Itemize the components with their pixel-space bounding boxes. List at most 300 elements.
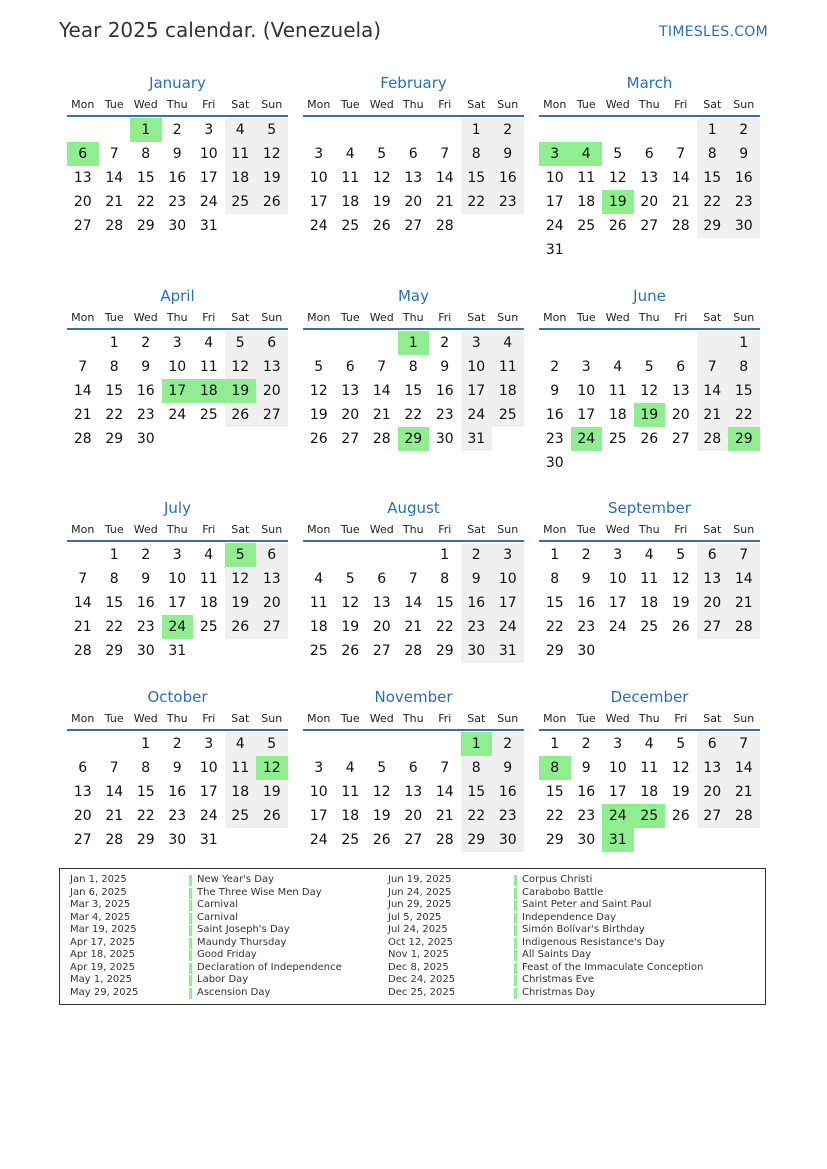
calendar-day: 12 xyxy=(671,571,690,587)
calendar-day: 27 xyxy=(640,218,659,234)
calendar-day: 28 xyxy=(105,832,124,848)
weekday-header: Sun xyxy=(261,98,283,111)
calendar-day: 29 xyxy=(136,832,155,848)
holiday-date: Jun 19, 2025 xyxy=(388,874,452,885)
header-rule xyxy=(539,328,760,330)
calendar-day: 28 xyxy=(105,218,124,234)
calendar-day: 6 xyxy=(78,760,88,776)
calendar-day: 27 xyxy=(73,832,92,848)
calendar-day: 30 xyxy=(728,214,760,238)
calendar-day: 23 xyxy=(461,615,493,639)
holiday-day: 12 xyxy=(256,756,288,780)
calendar-day: 11 xyxy=(341,170,360,186)
calendar-day: 18 xyxy=(341,194,360,210)
calendar-day: 4 xyxy=(345,146,355,162)
calendar-day: 19 xyxy=(671,595,690,611)
calendar-day: 30 xyxy=(545,455,564,471)
calendar-day: 2 xyxy=(581,547,591,563)
calendar-day: 20 xyxy=(256,591,288,615)
holiday-marker xyxy=(514,950,517,961)
calendar-day: 6 xyxy=(408,146,418,162)
weekday-header: Fri xyxy=(202,311,216,324)
calendar-day: 18 xyxy=(309,619,328,635)
weekday-header: Thu xyxy=(166,311,188,324)
calendar-day: 17 xyxy=(492,591,524,615)
calendar-day: 14 xyxy=(73,383,92,399)
calendar-day: 3 xyxy=(461,331,493,355)
calendar-day: 8 xyxy=(461,142,493,166)
calendar-day: 28 xyxy=(73,431,92,447)
calendar-day: 20 xyxy=(404,808,423,824)
weekday-header: Sun xyxy=(733,712,755,725)
holiday-day: 6 xyxy=(67,142,99,166)
calendar-day: 25 xyxy=(577,218,596,234)
calendar-day: 12 xyxy=(608,170,627,186)
calendar-day: 23 xyxy=(492,804,524,828)
calendar-day: 15 xyxy=(105,383,124,399)
holiday-name: Declaration of Independence xyxy=(197,961,342,973)
calendar-day: 5 xyxy=(256,732,288,756)
weekday-header: Tue xyxy=(340,712,360,725)
weekday-header: Sat xyxy=(231,311,250,324)
calendar-day: 23 xyxy=(577,808,596,824)
site-link[interactable]: TIMESLES.COM xyxy=(659,24,768,40)
header-rule xyxy=(67,115,288,117)
calendar-day: 12 xyxy=(225,567,257,591)
holiday-marker xyxy=(189,988,192,999)
holiday-day: 18 xyxy=(193,379,225,403)
weekday-header: Wed xyxy=(605,311,630,324)
calendar-day: 28 xyxy=(435,832,454,848)
calendar-day: 10 xyxy=(461,355,493,379)
calendar-day: 31 xyxy=(545,242,564,258)
calendar-day: 12 xyxy=(256,142,288,166)
calendar-day: 3 xyxy=(613,547,623,563)
header-rule xyxy=(539,729,760,731)
calendar-day: 26 xyxy=(608,218,627,234)
holiday-name: Saint Peter and Saint Paul xyxy=(522,899,652,910)
weekday-header: Mon xyxy=(307,311,331,324)
calendar-day: 24 xyxy=(461,403,493,427)
calendar-day: 29 xyxy=(105,643,124,659)
weekday-header: Tue xyxy=(104,311,124,324)
calendar-day: 4 xyxy=(644,736,654,752)
calendar-day: 11 xyxy=(640,571,659,587)
calendar-day: 16 xyxy=(461,591,493,615)
calendar-day: 12 xyxy=(640,383,659,399)
calendar-day: 25 xyxy=(225,190,257,214)
calendar-day: 10 xyxy=(168,359,187,375)
calendar-day: 15 xyxy=(728,379,760,403)
weekday-header: Fri xyxy=(202,523,216,536)
calendar-day: 2 xyxy=(172,736,182,752)
calendar-day: 16 xyxy=(728,166,760,190)
calendar-day: 9 xyxy=(492,756,524,780)
calendar-day: 24 xyxy=(545,218,564,234)
calendar-day: 7 xyxy=(377,359,387,375)
calendar-day: 3 xyxy=(314,146,324,162)
month-name: July xyxy=(164,499,191,517)
calendar-day: 10 xyxy=(608,571,627,587)
calendar-day: 22 xyxy=(545,808,564,824)
calendar-day: 14 xyxy=(697,379,729,403)
holiday-date: Mar 3, 2025 xyxy=(70,899,131,910)
calendar-day: 22 xyxy=(435,619,454,635)
holiday-marker xyxy=(514,875,517,886)
weekday-header: Fri xyxy=(674,311,688,324)
calendar-day: 4 xyxy=(225,118,257,142)
calendar-day: 8 xyxy=(141,760,151,776)
calendar-day: 1 xyxy=(440,547,450,563)
calendar-day: 22 xyxy=(136,194,155,210)
holiday-day: 24 xyxy=(162,615,194,639)
weekday-header: Tue xyxy=(576,523,596,536)
weekday-header: Sun xyxy=(497,98,519,111)
holiday-name: Christmas Day xyxy=(522,986,596,998)
calendar-day: 26 xyxy=(225,403,257,427)
calendar-day: 10 xyxy=(492,567,524,591)
calendar-day: 30 xyxy=(435,431,454,447)
calendar-day: 14 xyxy=(435,170,454,186)
holiday-date: Dec 24, 2025 xyxy=(388,974,456,985)
calendar-day: 11 xyxy=(640,760,659,776)
calendar-day: 27 xyxy=(256,615,288,639)
calendar-day: 31 xyxy=(168,643,187,659)
calendar-day: 1 xyxy=(109,335,119,351)
weekday-header: Sun xyxy=(733,311,755,324)
weekday-header: Sat xyxy=(703,712,722,725)
calendar-day: 28 xyxy=(728,615,760,639)
calendar-day: 9 xyxy=(461,567,493,591)
calendar-day: 15 xyxy=(461,780,493,804)
weekday-header: Wed xyxy=(605,98,630,111)
calendar-day: 11 xyxy=(199,359,218,375)
calendar-day: 6 xyxy=(408,760,418,776)
calendar-day: 7 xyxy=(440,146,450,162)
calendar-day: 15 xyxy=(136,170,155,186)
weekday-header: Wed xyxy=(369,523,394,536)
weekday-header: Wed xyxy=(133,712,158,725)
calendar-day: 11 xyxy=(309,595,328,611)
calendar-day: 25 xyxy=(341,832,360,848)
holiday-marker xyxy=(189,888,192,899)
calendar-day: 14 xyxy=(372,383,391,399)
calendar-day: 7 xyxy=(676,146,686,162)
calendar-day: 26 xyxy=(671,619,690,635)
weekday-header: Wed xyxy=(369,98,394,111)
calendar-day: 20 xyxy=(341,407,360,423)
calendar-day: 22 xyxy=(545,619,564,635)
calendar-day: 11 xyxy=(225,142,257,166)
calendar-day: 13 xyxy=(256,355,288,379)
weekday-header: Wed xyxy=(369,712,394,725)
calendar-day: 10 xyxy=(608,760,627,776)
weekday-header: Sat xyxy=(703,311,722,324)
calendar-day: 27 xyxy=(73,218,92,234)
calendar-day: 10 xyxy=(577,383,596,399)
calendar-day: 26 xyxy=(256,190,288,214)
calendar-day: 28 xyxy=(728,804,760,828)
calendar-day: 5 xyxy=(256,118,288,142)
calendar-day: 3 xyxy=(172,547,182,563)
calendar-day: 8 xyxy=(109,571,119,587)
calendar-day: 21 xyxy=(105,808,124,824)
calendar-day: 4 xyxy=(204,547,214,563)
calendar-day: 25 xyxy=(608,431,627,447)
weekday-header: Fri xyxy=(438,311,452,324)
calendar-day: 22 xyxy=(697,190,729,214)
calendar-day: 26 xyxy=(372,832,391,848)
calendar-day: 13 xyxy=(372,595,391,611)
holiday-date: Apr 17, 2025 xyxy=(70,936,136,948)
calendar-day: 28 xyxy=(435,218,454,234)
calendar-day: 17 xyxy=(199,784,218,800)
calendar-day: 6 xyxy=(256,331,288,355)
calendar-day: 16 xyxy=(136,595,155,611)
calendar-day: 17 xyxy=(168,595,187,611)
calendar-day: 11 xyxy=(577,170,596,186)
holiday-name: Indigenous Resistance's Day xyxy=(522,936,665,948)
calendar-day: 13 xyxy=(671,383,690,399)
calendar-day: 9 xyxy=(581,571,591,587)
calendar-day: 14 xyxy=(728,567,760,591)
weekday-header: Thu xyxy=(638,523,660,536)
calendar-day: 21 xyxy=(728,780,760,804)
calendar-day: 23 xyxy=(136,619,155,635)
holiday-marker xyxy=(189,913,192,924)
calendar-day: 30 xyxy=(136,643,155,659)
month-name: February xyxy=(380,74,447,92)
holiday-marker xyxy=(514,900,517,911)
weekday-header: Sun xyxy=(733,98,755,111)
holiday-day: 25 xyxy=(634,804,666,828)
header-rule xyxy=(303,540,524,542)
weekday-header: Mon xyxy=(543,712,567,725)
calendar-day: 29 xyxy=(697,214,729,238)
calendar-day: 5 xyxy=(676,547,686,563)
calendar-day: 7 xyxy=(78,359,88,375)
calendar-day: 24 xyxy=(492,615,524,639)
calendar-day: 21 xyxy=(404,619,423,635)
calendar-day: 7 xyxy=(728,543,760,567)
calendar-day: 21 xyxy=(73,407,92,423)
calendar-day: 5 xyxy=(613,146,623,162)
header-rule xyxy=(303,115,524,117)
month-name: October xyxy=(147,688,208,706)
calendar-day: 14 xyxy=(435,784,454,800)
calendar-day: 17 xyxy=(608,595,627,611)
calendar-day: 30 xyxy=(492,828,524,852)
calendar-day: 11 xyxy=(608,383,627,399)
calendar-day: 13 xyxy=(404,170,423,186)
calendar-day: 15 xyxy=(435,595,454,611)
calendar-day: 27 xyxy=(404,218,423,234)
calendar-day: 27 xyxy=(341,431,360,447)
calendar-day: 20 xyxy=(73,194,92,210)
holiday-marker xyxy=(189,875,192,886)
weekday-header: Thu xyxy=(402,98,424,111)
calendar-day: 17 xyxy=(608,784,627,800)
calendar-day: 9 xyxy=(440,359,450,375)
weekday-header: Sun xyxy=(497,712,519,725)
holiday-date: Jan 1, 2025 xyxy=(70,874,127,885)
calendar-day: 2 xyxy=(141,335,151,351)
calendar-day: 29 xyxy=(545,832,564,848)
calendar-day: 21 xyxy=(73,619,92,635)
holiday-day: 19 xyxy=(602,190,634,214)
calendar-day: 3 xyxy=(613,736,623,752)
calendar-day: 21 xyxy=(105,194,124,210)
holiday-marker xyxy=(514,938,517,949)
calendar-day: 14 xyxy=(73,595,92,611)
calendar-day: 22 xyxy=(728,403,760,427)
weekday-header: Sat xyxy=(703,98,722,111)
calendar-day: 1 xyxy=(728,331,760,355)
calendar-day: 15 xyxy=(105,595,124,611)
calendar-day: 21 xyxy=(372,407,391,423)
holiday-name: Corpus Christi xyxy=(522,874,593,885)
header-rule xyxy=(539,540,760,542)
calendar-day: 14 xyxy=(404,595,423,611)
calendar-day: 20 xyxy=(640,194,659,210)
weekday-header: Sat xyxy=(467,98,486,111)
calendar-day: 23 xyxy=(545,431,564,447)
calendar-day: 9 xyxy=(550,383,560,399)
header-rule xyxy=(303,729,524,731)
weekday-header: Sat xyxy=(467,523,486,536)
weekday-header: Thu xyxy=(402,712,424,725)
holiday-name: All Saints Day xyxy=(522,949,592,960)
calendar-day: 25 xyxy=(492,403,524,427)
calendar-day: 18 xyxy=(199,595,218,611)
calendar-day: 4 xyxy=(204,335,214,351)
calendar-day: 13 xyxy=(256,567,288,591)
holiday-date: Nov 1, 2025 xyxy=(388,949,449,960)
weekday-header: Thu xyxy=(402,311,424,324)
weekday-header: Mon xyxy=(71,311,95,324)
weekday-header: Thu xyxy=(402,523,424,536)
weekday-header: Fri xyxy=(674,523,688,536)
holiday-date: Apr 19, 2025 xyxy=(70,961,136,973)
weekday-header: Mon xyxy=(543,311,567,324)
month-name: June xyxy=(633,287,666,305)
weekday-header: Tue xyxy=(340,523,360,536)
holiday-day: 19 xyxy=(634,403,666,427)
calendar-day: 13 xyxy=(404,784,423,800)
calendar-day: 12 xyxy=(671,760,690,776)
weekday-header: Sat xyxy=(467,712,486,725)
calendar-day: 26 xyxy=(671,808,690,824)
calendar-day: 22 xyxy=(105,619,124,635)
calendar-day: 19 xyxy=(372,194,391,210)
calendar-day: 23 xyxy=(492,190,524,214)
calendar-day: 7 xyxy=(78,571,88,587)
holiday-marker xyxy=(514,925,517,936)
holiday-day: 1 xyxy=(461,732,493,756)
calendar-day: 2 xyxy=(728,118,760,142)
weekday-header: Fri xyxy=(202,712,216,725)
calendar-day: 4 xyxy=(345,760,355,776)
calendar-day: 9 xyxy=(581,760,591,776)
weekday-header: Sat xyxy=(231,712,250,725)
calendar-day: 2 xyxy=(172,122,182,138)
calendar-day: 27 xyxy=(256,403,288,427)
holiday-day: 29 xyxy=(398,427,430,451)
calendar-day: 6 xyxy=(377,571,387,587)
empty-weekend-cell xyxy=(697,331,729,355)
calendar-day: 20 xyxy=(256,379,288,403)
weekday-header: Mon xyxy=(307,98,331,111)
holiday-day: 1 xyxy=(130,118,162,142)
calendar-day: 5 xyxy=(345,571,355,587)
calendar-day: 17 xyxy=(545,194,564,210)
calendar-day: 15 xyxy=(461,166,493,190)
calendar-day: 15 xyxy=(697,166,729,190)
calendar-day: 31 xyxy=(461,427,493,451)
weekday-header: Sun xyxy=(261,311,283,324)
weekday-header: Tue xyxy=(104,98,124,111)
calendar-day: 28 xyxy=(671,218,690,234)
holiday-date: Jan 6, 2025 xyxy=(70,886,127,898)
calendar-day: 4 xyxy=(492,331,524,355)
calendar-day: 19 xyxy=(372,808,391,824)
calendar-day: 26 xyxy=(256,804,288,828)
holiday-date: Oct 12, 2025 xyxy=(388,936,453,948)
holiday-marker xyxy=(189,925,192,936)
weekday-header: Mon xyxy=(71,98,95,111)
calendar-day: 31 xyxy=(199,218,218,234)
calendar-day: 19 xyxy=(671,784,690,800)
calendar-day: 27 xyxy=(372,643,391,659)
calendar-day: 6 xyxy=(345,359,355,375)
page-title: Year 2025 calendar. (Venezuela) xyxy=(59,18,382,42)
calendar-day: 10 xyxy=(309,784,328,800)
calendar-day: 29 xyxy=(105,431,124,447)
calendar-day: 24 xyxy=(309,218,328,234)
calendar-day: 11 xyxy=(341,784,360,800)
month-name: March xyxy=(626,74,673,92)
weekday-header: Tue xyxy=(340,98,360,111)
calendar-day: 21 xyxy=(435,808,454,824)
calendar-day: 2 xyxy=(550,359,560,375)
calendar-day: 31 xyxy=(492,639,524,663)
weekday-header: Thu xyxy=(638,98,660,111)
calendar-day: 24 xyxy=(168,407,187,423)
calendar-day: 10 xyxy=(545,170,564,186)
holiday-date: Mar 19, 2025 xyxy=(70,924,137,935)
calendar-day: 2 xyxy=(440,335,450,351)
holiday-day: 19 xyxy=(225,379,257,403)
calendar-day: 7 xyxy=(728,732,760,756)
calendar-day: 5 xyxy=(377,760,387,776)
calendar-day: 2 xyxy=(581,736,591,752)
holiday-name: Carnival xyxy=(197,911,238,923)
holiday-name: Maundy Thursday xyxy=(197,936,287,948)
calendar-day: 9 xyxy=(172,760,182,776)
weekday-header: Tue xyxy=(340,311,360,324)
holiday-name: Simón Bolívar's Birthday xyxy=(522,924,645,935)
calendar-day: 17 xyxy=(577,407,596,423)
calendar-day: 21 xyxy=(728,591,760,615)
weekday-header: Thu xyxy=(166,712,188,725)
calendar-day: 29 xyxy=(545,643,564,659)
calendar-day: 28 xyxy=(73,643,92,659)
weekday-header: Fri xyxy=(202,98,216,111)
calendar-day: 29 xyxy=(435,643,454,659)
calendar-day: 30 xyxy=(168,218,187,234)
calendar-day: 30 xyxy=(136,431,155,447)
calendar-day: 19 xyxy=(256,166,288,190)
